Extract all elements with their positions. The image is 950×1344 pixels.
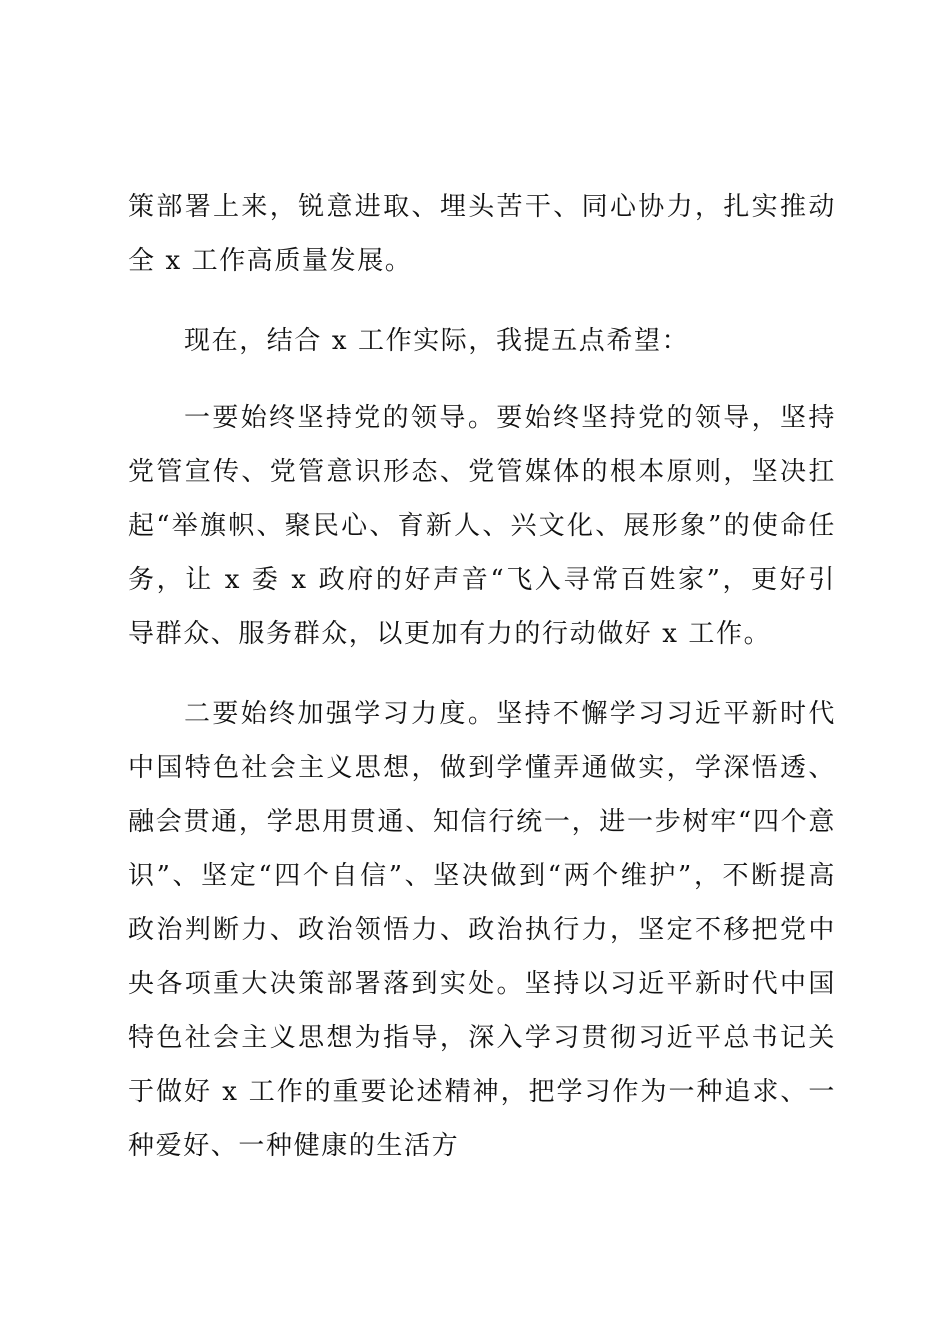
paragraph-intro-hopes: 现在，结合 x 工作实际，我提五点希望： [184, 326, 690, 356]
paragraph-continuation: 策部署上来，锐意进取、埋头苦干、同心协力，扎实推动全 x 工作高质量发展。 [128, 192, 836, 276]
paragraph-spacer [128, 368, 836, 391]
paragraph-point-two: 二要始终加强学习力度。坚持不懈学习习近平新时代中国特色社会主义思想，做到学懂弄通做实，学深悟透、融会贯通，学思用贯通、知信行统一，进一步树牢“四个意识”、坚定“四个自信”、坚决做到“两个维护”，不断提高政治判断力、政治领悟力、政治执行力，坚定不移把党中央各项重大决策部署落到实处。坚持以习近平新时代中国特色社会主义思想为指导，深入学习贯彻习近平总书记关于做好 x 工作的重要论述精神，把学习作为一种追求、一种爱好、一种健康的生活方 [128, 699, 836, 1161]
document-body [128, 180, 836, 1173]
paragraph-spacer [128, 288, 836, 314]
paragraph-point-one: 一要始终坚持党的领导。要始终坚持党的领导，坚持党管宣传、党管意识形态、党管媒体的根本原则，坚决扛起“举旗帜、聚民心、育新人、兴文化、展形象”的使命任务，让 x 委 x 政府的好声音“飞入寻常百姓家”，更好引导群众、服务群众，以更加有力的行动做好 x 工作。 [128, 403, 836, 649]
paragraph-spacer [128, 661, 836, 687]
